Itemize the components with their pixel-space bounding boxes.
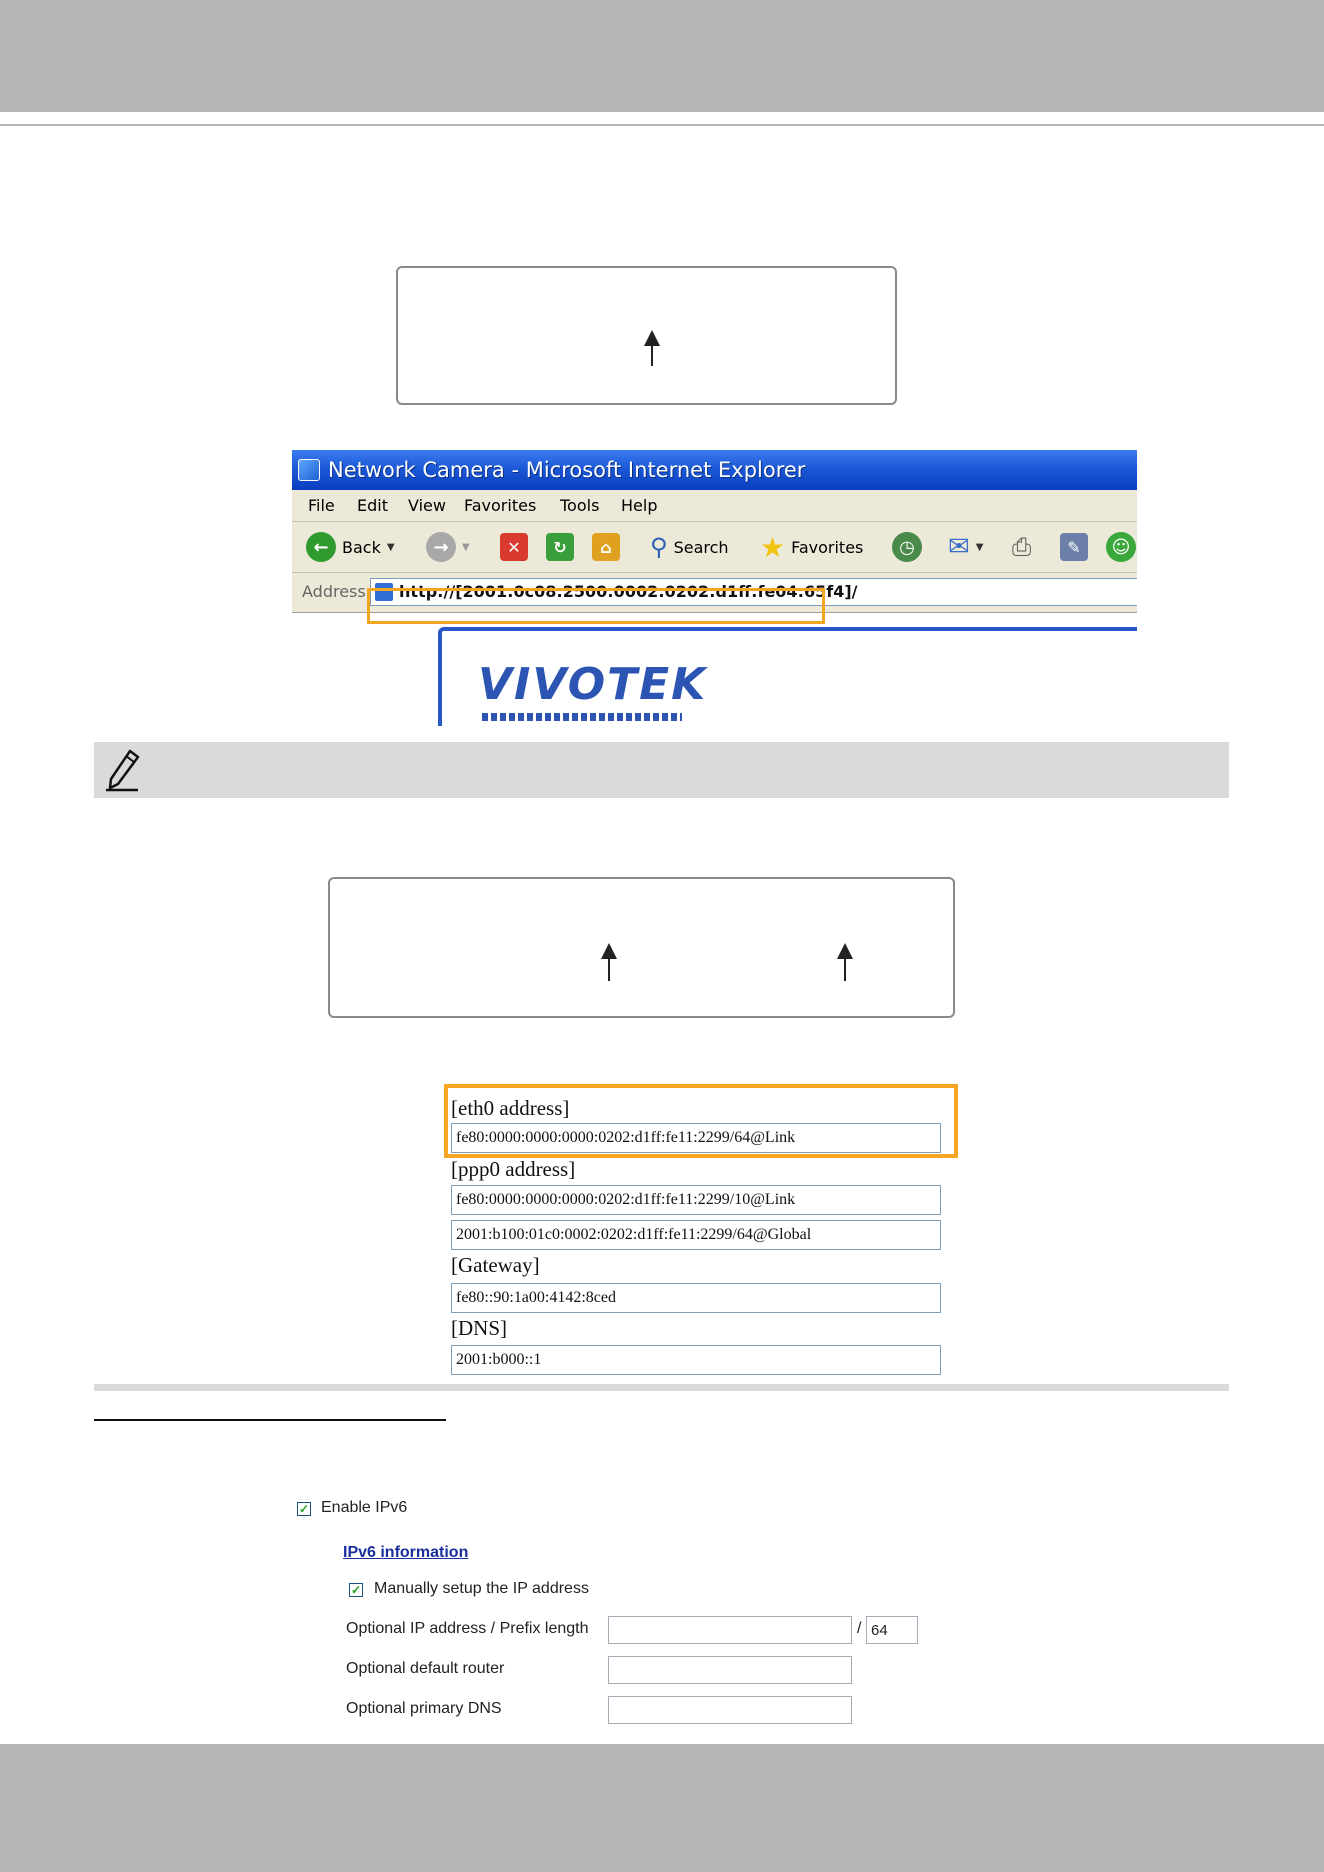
enable-ipv6-checkbox[interactable]: ✓	[298, 1502, 310, 1516]
prefix-slash: /	[857, 1620, 862, 1637]
eth0-field: fe80:0000:0000:0000:0202:d1ff:fe11:2299/64@Link	[451, 1123, 941, 1153]
address-label: Address	[302, 582, 366, 601]
back-label: Back	[342, 537, 381, 557]
url-highlight	[367, 588, 825, 624]
caret-down-icon: ▼	[386, 541, 395, 553]
arrow-up-icon	[844, 947, 846, 981]
menu-file[interactable]: File	[308, 496, 335, 515]
star-icon: ★	[760, 530, 786, 564]
browser-titlebar	[292, 450, 1137, 490]
home-button[interactable]	[592, 531, 620, 563]
mail-icon: ✉	[948, 532, 970, 562]
stop-button[interactable]	[500, 531, 528, 563]
manual-setup-label: Manually setup the IP address	[374, 1580, 589, 1597]
favorites-button[interactable]	[760, 531, 863, 563]
messenger-button[interactable]	[1106, 531, 1136, 563]
browser-toolbar	[292, 522, 1137, 573]
footer-band	[0, 1744, 1324, 1872]
ppp0-field-global: 2001:b100:01c0:0002:0202:d1ff:fe11:2299/64@Global	[451, 1220, 941, 1250]
primary-dns-label: Optional primary DNS	[346, 1700, 502, 1717]
optional-ip-input[interactable]	[608, 1616, 852, 1644]
prefix-length-input[interactable]	[866, 1616, 918, 1644]
primary-dns-input[interactable]	[608, 1696, 852, 1724]
search-icon: ⚲	[650, 533, 668, 561]
manual-setup-checkbox[interactable]: ✓	[350, 1583, 362, 1597]
menu-help[interactable]: Help	[621, 496, 658, 515]
enable-ipv6-label: Enable IPv6	[321, 1499, 408, 1516]
header-rule	[0, 124, 1324, 126]
mail-button[interactable]	[948, 531, 984, 563]
ppp0-field-link: fe80:0000:0000:0000:0202:d1ff:fe11:2299/10@Link	[451, 1185, 941, 1215]
arrow-up-icon	[651, 334, 653, 366]
stop-icon: ✕	[500, 533, 528, 561]
ie-app-icon	[298, 459, 320, 481]
refresh-button[interactable]	[546, 531, 574, 563]
header-band	[0, 0, 1324, 112]
section-divider	[94, 1384, 1229, 1391]
forward-arrow-icon: →	[426, 532, 456, 562]
refresh-icon: ↻	[546, 533, 574, 561]
heading-underline	[94, 1419, 446, 1421]
default-router-input[interactable]	[608, 1656, 852, 1684]
forward-button[interactable]	[426, 531, 470, 563]
browser-content	[292, 612, 1137, 726]
note-band	[94, 742, 1229, 798]
ipv6-information-link[interactable]: IPv6 information	[343, 1544, 469, 1561]
favorites-label: Favorites	[791, 537, 864, 557]
url-format-box	[396, 266, 897, 405]
ppp0-label: [ppp0 address]	[451, 1157, 576, 1181]
menu-tools[interactable]: Tools	[560, 496, 600, 515]
home-icon: ⌂	[592, 533, 620, 561]
print-button[interactable]	[1012, 531, 1031, 563]
back-button[interactable]	[306, 531, 395, 563]
gateway-label: [Gateway]	[451, 1253, 540, 1277]
caret-down-icon: ▼	[462, 541, 470, 553]
printer-icon: ⎙	[1012, 533, 1032, 561]
browser-menubar	[292, 491, 1137, 522]
edit-button[interactable]	[1060, 531, 1088, 563]
optional-ip-label: Optional IP address / Prefix length	[346, 1620, 589, 1637]
messenger-icon: ☺	[1106, 532, 1136, 562]
vivotek-logo: VIVOTEK	[478, 659, 708, 710]
browser-title: Network Camera - Microsoft Internet Explorer	[328, 458, 806, 482]
back-arrow-icon: ←	[306, 532, 336, 562]
camera-page-frame	[438, 627, 1137, 726]
menu-edit[interactable]: Edit	[357, 496, 388, 515]
gateway-field: fe80::90:1a00:4142:8ced	[451, 1283, 941, 1313]
search-button[interactable]	[650, 531, 729, 563]
dns-field: 2001:b000::1	[451, 1345, 941, 1375]
edit-icon: ✎	[1060, 533, 1088, 561]
menu-favorites[interactable]: Favorites	[464, 496, 537, 515]
caret-down-icon: ▼	[975, 541, 984, 553]
address-url: http://[2001:0c08:2500:0002:0202:d1ff:fe04:65f4]/	[399, 582, 858, 601]
dns-label: [DNS]	[451, 1316, 507, 1340]
search-label: Search	[673, 537, 729, 557]
logo-subtitle-graphic	[482, 713, 682, 721]
url-format-box-2	[328, 877, 955, 1018]
menu-view[interactable]: View	[408, 496, 446, 515]
eth0-label: [eth0 address]	[451, 1096, 570, 1120]
history-icon: ◷	[892, 532, 922, 562]
pencil-icon	[104, 748, 144, 792]
history-button[interactable]	[892, 531, 922, 563]
default-router-label: Optional default router	[346, 1660, 505, 1677]
arrow-up-icon	[608, 947, 610, 981]
